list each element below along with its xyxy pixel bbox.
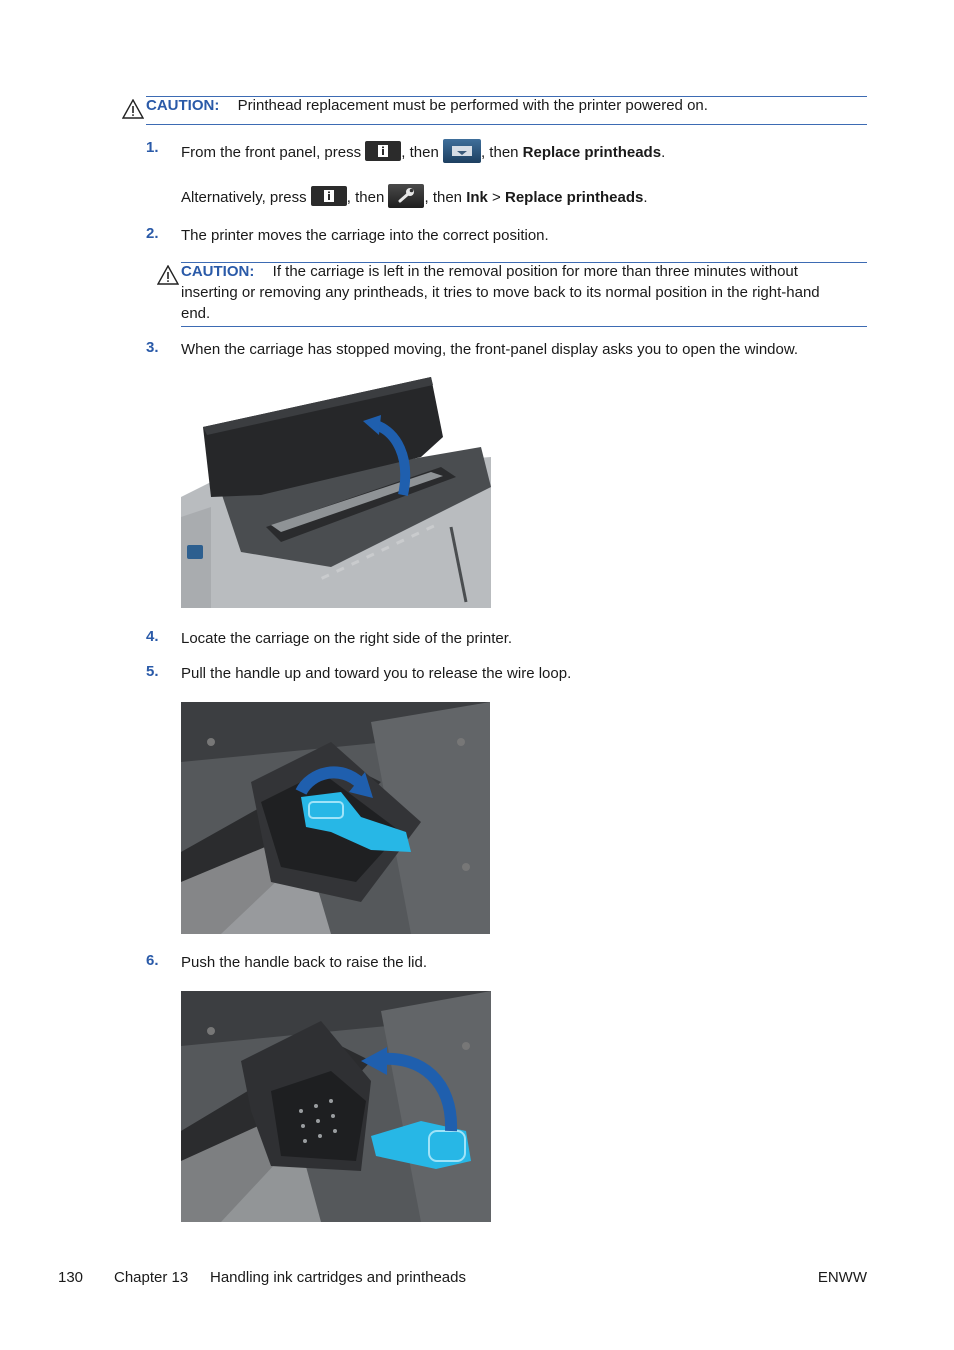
info-icon	[311, 186, 347, 206]
caution-label: CAUTION:	[146, 97, 220, 114]
step-text: , then	[424, 188, 463, 206]
caution2	[181, 261, 798, 282]
step-text: .	[661, 143, 666, 161]
caution-text: If the carriage is left in the removal position for more than three minutes without	[272, 263, 798, 280]
step-text: When the carriage has stopped moving, the front-panel display asks you to open the window.	[181, 341, 799, 358]
step-text: , then	[480, 143, 519, 161]
footer-chapter: Chapter 13	[114, 1269, 189, 1286]
step-text: Pull the handle up and toward you to release the wire loop.	[181, 665, 572, 682]
step-number: 2.	[146, 225, 159, 242]
carriage-handle-push-image	[181, 991, 491, 1222]
step-text: The printer moves the carriage into the correct position.	[181, 227, 549, 244]
step-text-bold: Ink	[466, 188, 488, 206]
step-text: >	[492, 188, 501, 206]
footer-chapter-title: Handling ink cartridges and printheads	[210, 1269, 466, 1286]
caution-label: CAUTION:	[181, 263, 255, 280]
footer-right: ENWW	[817, 1269, 867, 1286]
caution-text: Printhead replacement must be performed with the printer powered on.	[237, 97, 708, 114]
step1-line2	[181, 186, 648, 210]
step-text: Locate the carriage on the right side of the printer.	[181, 630, 513, 647]
caution-text: end.	[181, 305, 211, 322]
step-number: 4.	[146, 628, 159, 645]
step-text: , then	[401, 143, 439, 161]
footer-page-number: 130	[58, 1269, 84, 1286]
caution2-bottom-rule	[181, 326, 867, 327]
tray-icon	[443, 139, 481, 163]
step-text: From the front panel, press	[181, 143, 362, 161]
step-text: .	[643, 188, 648, 206]
step-text: Alternatively, press	[181, 188, 307, 206]
info-icon	[365, 141, 401, 161]
carriage-handle-pull-image	[181, 702, 490, 934]
caution1	[146, 95, 708, 116]
step-number: 3.	[146, 339, 159, 356]
step1-line1	[181, 141, 665, 165]
warning-triangle-icon	[122, 99, 144, 119]
wrench-icon	[388, 184, 424, 208]
step-text: Push the handle back to raise the lid.	[181, 954, 427, 971]
printer-window-open-image	[181, 377, 491, 608]
step-text-bold: Replace printheads	[522, 143, 662, 161]
caution-text: inserting or removing any printheads, it tries to move back to its normal position in the right-hand	[181, 284, 820, 301]
step-text-bold: Replace printheads	[504, 188, 644, 206]
step-number: 6.	[146, 952, 159, 969]
step-number: 5.	[146, 663, 159, 680]
step-number: 1.	[146, 139, 159, 156]
warning-triangle-icon	[157, 265, 179, 285]
step-text: , then	[346, 188, 385, 206]
caution1-bottom-rule	[146, 124, 867, 125]
